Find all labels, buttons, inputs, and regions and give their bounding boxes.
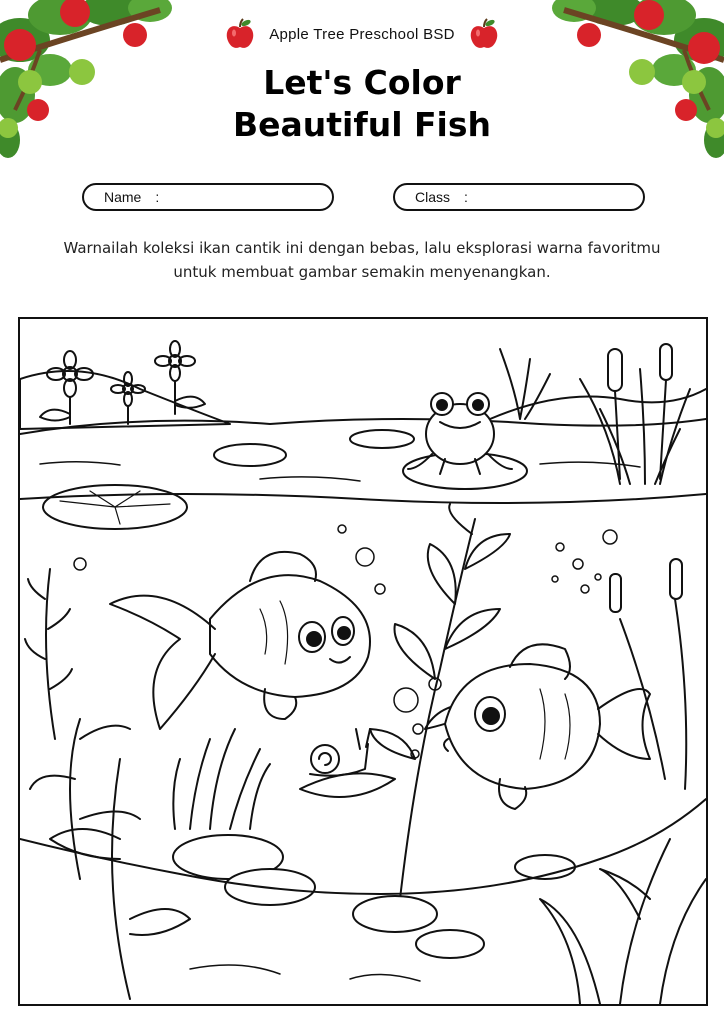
page-title — [0, 62, 724, 146]
school-header — [0, 18, 724, 50]
reeds — [500, 349, 550, 419]
name-separator: : — [155, 189, 160, 205]
class-label: Class — [415, 189, 451, 205]
rock — [416, 930, 484, 958]
seaweed — [25, 569, 190, 999]
lily-pad — [350, 430, 414, 448]
goldfish — [110, 552, 370, 729]
lily-pad — [214, 444, 286, 466]
apple-icon — [469, 18, 499, 50]
grass — [173, 729, 270, 829]
name-label: Name — [104, 189, 142, 205]
round-fish — [444, 644, 650, 809]
water-plant — [540, 559, 706, 1004]
instructions-text: Warnailah koleksi ikan cantik ini dengan bebas, lalu eksplorasi warna favoritmu untuk membuat gambar semakin menyenangkan. — [63, 239, 661, 281]
rock — [353, 896, 437, 932]
school-name: Apple Tree Preschool BSD — [269, 25, 455, 43]
title-line-2: Beautiful Fish — [232, 105, 492, 144]
title-line-1: Let's Color — [263, 63, 461, 102]
name-field[interactable] — [82, 183, 334, 211]
apple-icon — [225, 18, 255, 50]
riverbed — [20, 799, 706, 894]
frog — [408, 393, 512, 474]
coloring-illustration[interactable] — [18, 317, 708, 1006]
snail — [300, 729, 395, 797]
class-field[interactable] — [393, 183, 645, 211]
class-separator: : — [464, 189, 468, 205]
